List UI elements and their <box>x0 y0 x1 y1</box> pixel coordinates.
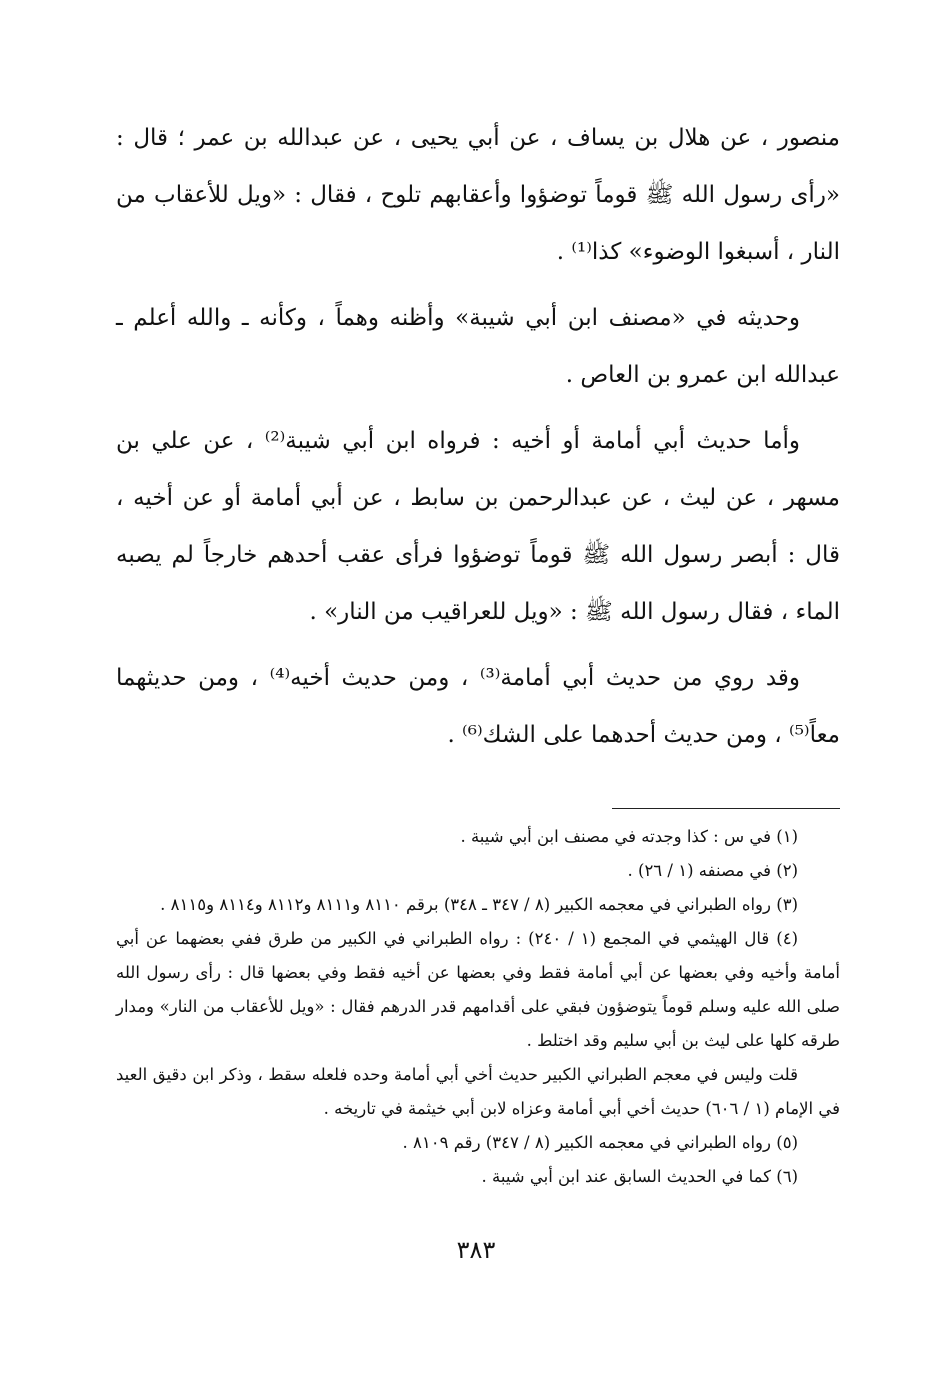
body-paragraph-1: منصور ، عن هلال بن يساف ، عن أبي يحيى ، عن عبدالله بن عمر ؛ قال : «رأى رسول الله ﷺ قوماً توضؤوا وأعقابهم تلوح ، فقال : «ويل للأعقاب من النار ، أسبغوا الوضوء» كذا⁽¹⁾ . <box>116 125 840 265</box>
body-paragraph-4: وقد روي من حديث أبي أمامة⁽³⁾ ، ومن حديث أخيه⁽⁴⁾ ، ومن حديثهما معاً⁽⁵⁾ ، ومن حديث أحدهما على الشك⁽⁶⁾ . <box>116 665 840 748</box>
body-paragraph-3: وأما حديث أبي أمامة أو أخيه : فرواه ابن أبي شيبة⁽²⁾ ، عن علي بن مسهر ، عن ليث ، عن عبدالرحمن بن سابط ، عن أبي أمامة أو عن أخيه ، قال : أبصر رسول الله ﷺ قوماً توضؤوا فرأى عقب أحدهم خارجاً لم يصبه الماء ، فقال رسول الله ﷺ : «ويل للعراقيب من النار» . <box>116 428 840 625</box>
footnote-6: (٦) كما في الحديث السابق عند ابن أبي شيبة . <box>481 1167 798 1186</box>
footnotes <box>116 820 840 1194</box>
page-number: ٣٨٣ <box>456 1236 496 1264</box>
body-paragraph-2: وحديثه في «مصنف ابن أبي شيبة» وأظنه وهماً ، وكأنه ـ والله أعلم ـ عبدالله ابن عمرو بن العاص . <box>116 305 840 388</box>
footnote-separator-row <box>116 764 840 814</box>
footnote-separator <box>612 808 840 809</box>
page-body <box>116 110 840 1194</box>
footnote-5: (٥) رواه الطبراني في معجمه الكبير (٨ / ٣٤٧) رقم ٨١٠٩ . <box>402 1133 798 1152</box>
footnote-4-comment: قلت وليس في معجم الطبراني الكبير حديث أخي أبي أمامة وحده فلعله سقط ، وذكر ابن دقيق العيد في الإمام (١ / ٦٠٦) حديث أخي أبي أمامة وعزاه لابن أبي خيثمة في تاريخه . <box>116 1065 840 1118</box>
footnote-4: (٤) قال الهيثمي في المجمع (١ / ٢٤٠) : رواه الطبراني في الكبير من طرق ففي بعضهما عن أبي أمامة وأخيه وفي بعضها عن أبي أمامة فقط وفي بعضها عن أخيه فقط وفي بعضها قال : رأى رسول الله صلى الله عليه وسلم قوماً يتوضؤون فبقي على أقدامهم قدر الدرهم فقال : «ويل للأعقاب من النار» ومدار طرقه كلها على ليث بن أبي سليم وقد اختلط . <box>116 929 840 1050</box>
footnote-2: (٢) في مصنفه (١ / ٢٦) . <box>627 861 798 880</box>
footnote-3: (٣) رواه الطبراني في معجمه الكبير (٨ / ٣٤٧ ـ ٣٤٨) برقم ٨١١٠ و٨١١١ و٨١١٢ و٨١١٤ و٨١١٥ . <box>160 895 798 914</box>
footnote-1: (١) في س : كذا وجدته في مصنف ابن أبي شيبة . <box>460 827 798 846</box>
